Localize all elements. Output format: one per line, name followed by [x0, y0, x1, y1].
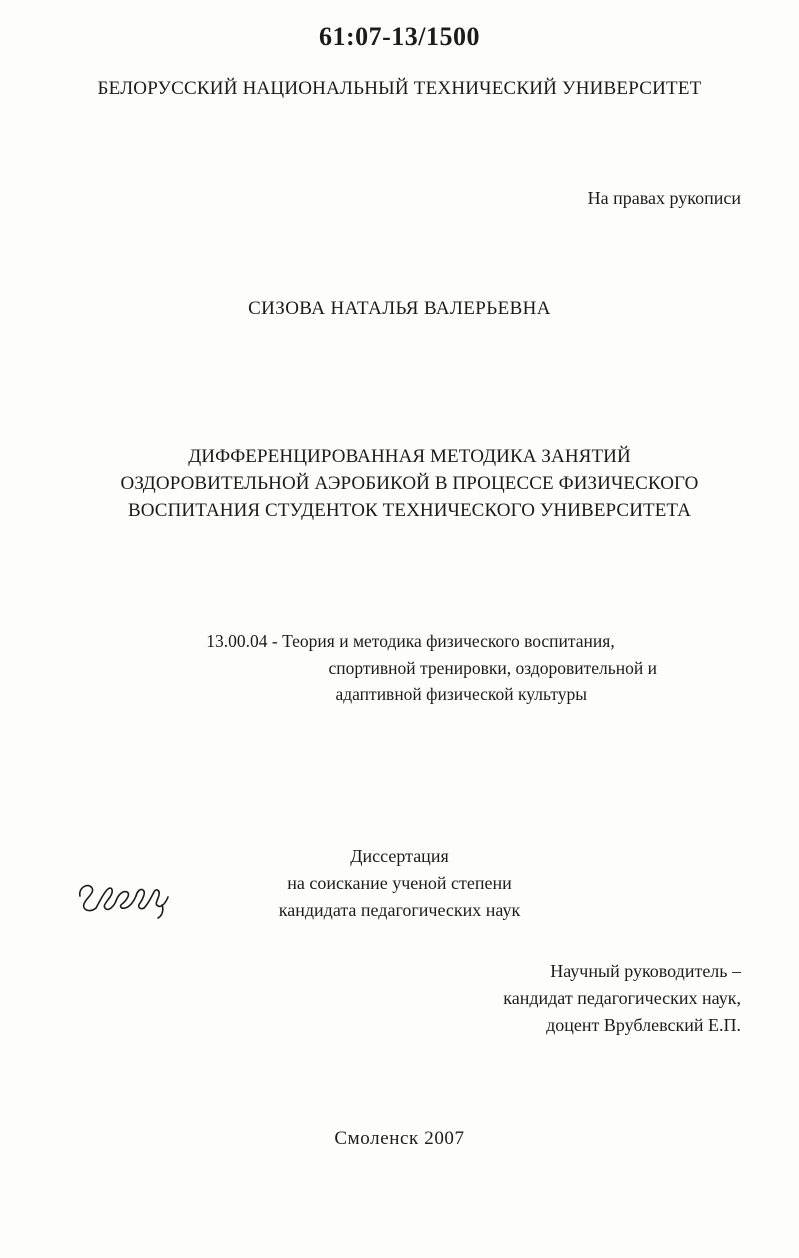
speciality-line-2: спортивной тренировки, оздоровительной и	[328, 657, 657, 678]
thesis-title-line-2: ОЗДОРОВИТЕЛЬНОЙ АЭРОБИКОЙ В ПРОЦЕССЕ ФИЗИЧЕСКОГО	[120, 472, 699, 494]
supervisor-line-3: доцент Врублевский Е.П.	[546, 1015, 741, 1035]
speciality-line-1: 13.00.04 - Теория и методика физического воспитания,	[206, 631, 615, 651]
thesis-title-line-1: ДИФФЕРЕНЦИРОВАННАЯ МЕТОДИКА ЗАНЯТИЙ	[188, 446, 631, 467]
supervisor-line-2: кандидат педагогических наук,	[503, 988, 741, 1008]
thesis-title-line-3: ВОСПИТАНИЯ СТУДЕНТОК ТЕХНИЧЕСКОГО УНИВЕРСИТЕТА	[127, 499, 692, 521]
manuscript-rights-note: На правах рукописи	[587, 188, 741, 208]
university-name: БЕЛОРУССКИЙ НАЦИОНАЛЬНЫЙ ТЕХНИЧЕСКИЙ УНИВЕРСИТЕТ	[97, 78, 702, 99]
degree-line-3: кандидата педагогических наук	[278, 900, 521, 920]
speciality-code-and-name	[150, 628, 671, 708]
city-and-year: Смоленск 2007	[334, 1128, 465, 1149]
catalogue-number: 61:07-13/1500	[318, 22, 481, 51]
degree-line-2: на соискание ученой степени	[287, 873, 512, 893]
author-name: СИЗОВА НАТАЛЬЯ ВАЛЕРЬЕВНА	[248, 298, 551, 319]
supervisor-line-1: Научный руководитель –	[550, 961, 741, 981]
degree-line-1: Диссертация	[350, 846, 449, 866]
speciality-line-3: адаптивной физической культуры	[335, 684, 587, 705]
thesis-title	[96, 444, 723, 525]
scientific-supervisor	[503, 958, 741, 1039]
handwritten-signature	[74, 868, 174, 928]
